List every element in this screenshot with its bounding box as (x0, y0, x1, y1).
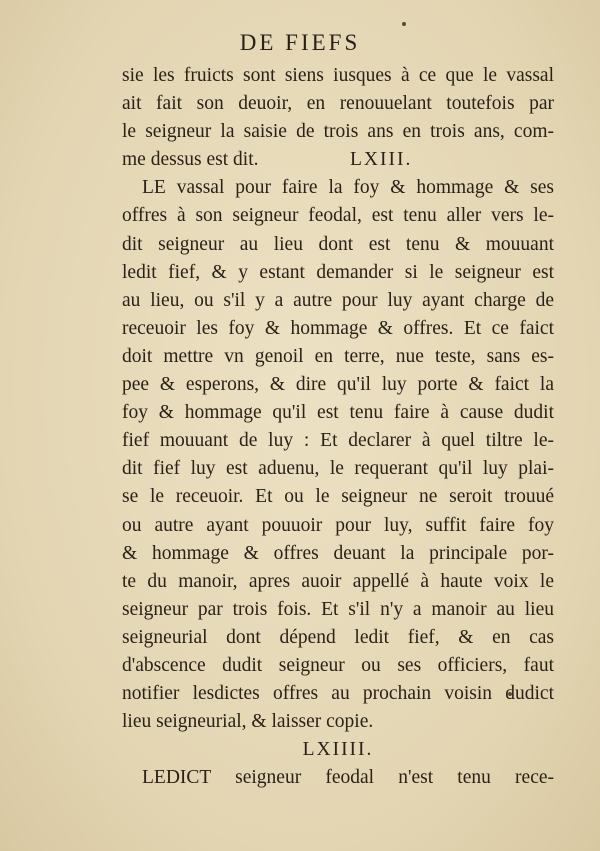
text-line: seigneurial dont dépend ledit fief, & en cas (122, 626, 554, 648)
text-line: sie les fruicts sont siens iusques à ce que le vassal (122, 65, 554, 86)
text-line: dit fief luy est aduenu, le requerant qu'il luy plai- (122, 458, 554, 480)
text-line-end: me dessus est dit. (122, 149, 259, 171)
text-line: & hommage & offres deuant la principale por- (122, 542, 554, 564)
text-line: foy & hommage qu'il est tenu faire à cause dudit (122, 402, 554, 424)
text-line: au lieu, ou s'il y a autre pour luy ayant charge de (122, 289, 554, 311)
text-line: dit seigneur au lieu dont est tenu & mouuant (122, 233, 554, 255)
article-number: LXIII. (350, 149, 413, 171)
text-line: offres à son seigneur feodal, est tenu aller vers le- (122, 205, 554, 227)
text-line: fief mouuant de luy : Et declarer à quel tiltre le- (122, 430, 554, 452)
article-start-line: LE vassal pour faire la foy & hommage & ses (142, 177, 554, 199)
text-line: ledit fief, & y estant demander si le seigneur est (122, 261, 554, 283)
text-line: lieu seigneurial, & laisser copie. (122, 711, 374, 733)
text-line: notifier lesdictes offres au prochain voisin dudict (122, 683, 554, 705)
text-line: pee & esperons, & dire qu'il luy porte & faict la (122, 374, 554, 396)
article-number: LXIIII. (302, 739, 374, 761)
text-line: ait fait son deuoir, en renouuelant toutefois par (122, 93, 554, 115)
body-text (122, 62, 554, 792)
running-title: DE FIEFS (239, 30, 361, 55)
article-start-line: LEDICT seigneur feodal n'est tenu rece- (142, 767, 554, 789)
text-line: seigneur par trois fois. Et s'il n'y a manoir au lieu (122, 598, 554, 620)
text-line: doit mettre vn genoil en terre, nue teste, sans es- (122, 345, 554, 367)
text-line: ou autre ayant pouuoir pour luy, suffit faire foy (122, 514, 554, 536)
text-line: se le receuoir. Et ou le seigneur ne seroit trouué (122, 486, 554, 508)
text-line: receuoir les foy & hommage & offres. Et ce faict (122, 317, 554, 339)
text-line (122, 146, 554, 174)
text-line: d'abscence dudit seigneur ou ses officiers, faut (122, 654, 554, 676)
text-line: te du manoir, apres auoir appellé à haute voix le (122, 570, 554, 592)
ink-speck (402, 22, 406, 26)
text-line: le seigneur la saisie de trois ans en trois ans, com- (122, 121, 554, 143)
